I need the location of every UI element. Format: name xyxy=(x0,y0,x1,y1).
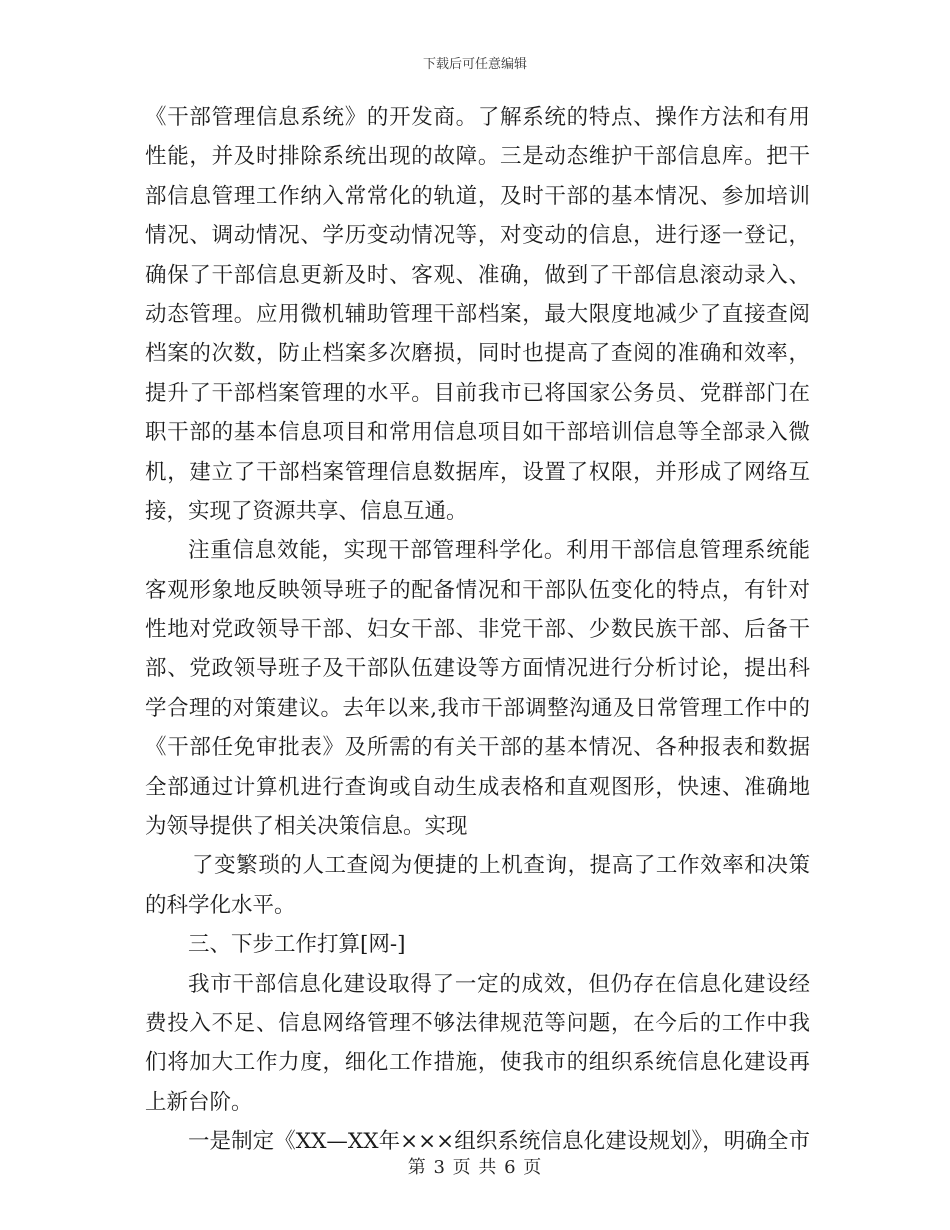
page-footer: 第 3 页 共 6 页 xyxy=(407,1157,543,1178)
text-line: 职干部的基本信息项目和常用信息项目如干部培训信息等全部录入微 xyxy=(145,420,810,446)
text-line: 情况、调动情况、学历变动情况等，对变动的信息，进行逐一登记， xyxy=(145,223,810,249)
text-line: 接，实现了资源共享、信息互通。 xyxy=(145,498,468,524)
paragraph-first-line: 了变繁琐的人工查阅为便捷的上机查询，提高了工作效率和决策 xyxy=(192,853,810,879)
text-line: 们将加大工作力度，细化工作措施，使我市的组织系统信息化建设再 xyxy=(145,1050,810,1076)
text-line: 动态管理。应用微机辅助管理干部档案，最大限度地减少了直接查阅 xyxy=(145,301,810,327)
document-body xyxy=(145,98,810,1162)
text-line: 的科学化水平。 xyxy=(145,892,296,918)
text-line: 机，建立了干部档案管理信息数据库，设置了权限，并形成了网络互 xyxy=(145,459,810,485)
text-line: 性能，并及时排除系统出现的故障。三是动态维护干部信息库。把干 xyxy=(145,144,810,170)
text-line: 学合理的对策建议。去年以来,我市干部调整沟通及日常管理工作中的 xyxy=(145,695,810,721)
text-line: 档案的次数，防止档案多次磨损，同时也提高了查阅的准确和效率， xyxy=(145,341,810,367)
text-line: 部信息管理工作纳入常常化的轨道，及时干部的基本情况、参加培训 xyxy=(145,183,810,209)
text-line: 费投入不足、信息网络管理不够法律规范等问题，在今后的工作中我 xyxy=(145,1010,810,1036)
text-line: 全部通过计算机进行查询或自动生成表格和直观图形，快速、准确地 xyxy=(145,774,810,800)
section-heading: 三、下步工作打算[网-] xyxy=(188,932,406,958)
page-header: 下载后可任意编辑 xyxy=(422,57,527,72)
text-line: 《干部任免审批表》及所需的有关干部的基本情况、各种报表和数据 xyxy=(145,735,810,761)
paragraph-first-line: 注重信息效能，实现干部管理科学化。利用干部信息管理系统能 xyxy=(188,538,810,564)
text-line: 为领导提供了相关决策信息。实现 xyxy=(145,814,468,840)
paragraph-first-line: 一是制定《XX—XX年×××组织系统信息化建设规划》，明确全市 xyxy=(188,1129,810,1155)
text-line: 性地对党政领导干部、妇女干部、非党干部、少数民族干部、后备干 xyxy=(145,617,810,643)
paragraph-first-line: 我市干部信息化建设取得了一定的成效，但仍存在信息化建设经 xyxy=(188,971,810,997)
text-line: 提升了干部档案管理的水平。目前我市已将国家公务员、党群部门在 xyxy=(145,380,810,406)
text-line: 客观形象地反映领导班子的配备情况和干部队伍变化的特点，有针对 xyxy=(145,577,810,603)
text-line: 上新台阶。 xyxy=(145,1089,253,1115)
text-line: 《干部管理信息系统》的开发商。了解系统的特点、操作方法和有用 xyxy=(145,105,810,130)
text-line: 部、党政领导班子及干部队伍建设等方面情况进行分析讨论，提出科 xyxy=(145,656,810,682)
text-line: 确保了干部信息更新及时、客观、准确，做到了干部信息滚动录入、 xyxy=(145,262,810,288)
